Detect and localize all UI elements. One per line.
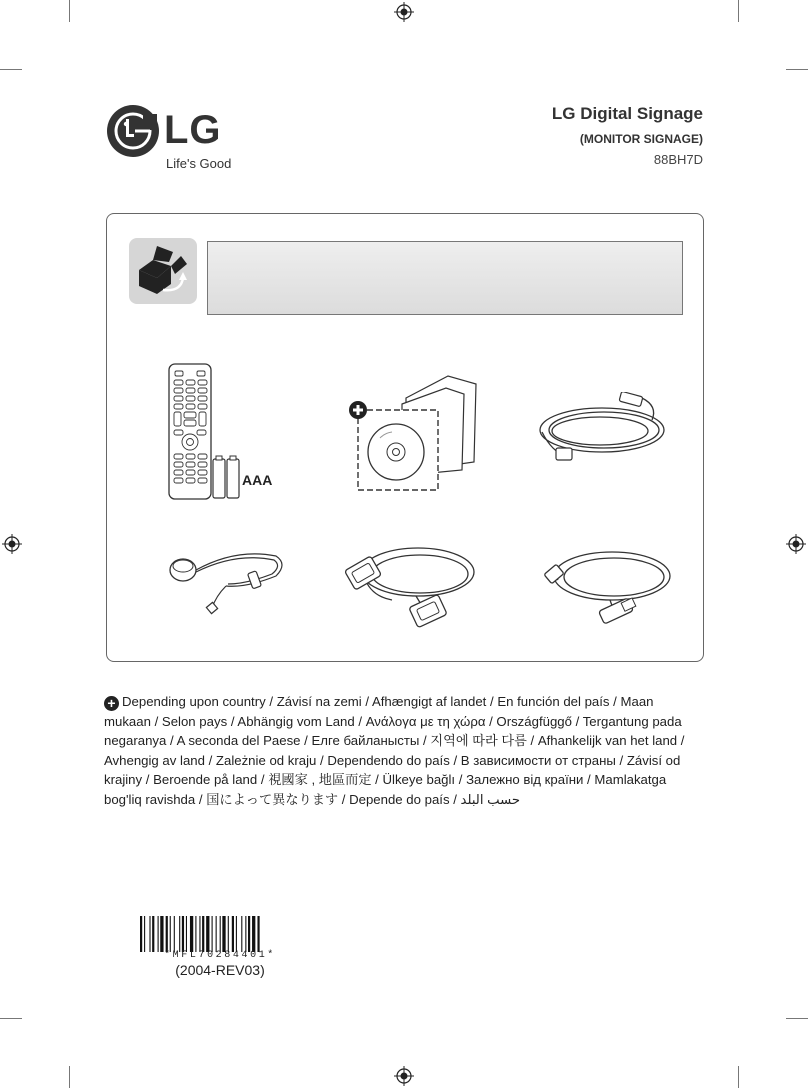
barcode-bar <box>152 916 154 952</box>
crop-mark <box>786 69 808 70</box>
barcode-bar <box>158 916 159 952</box>
registration-mark-icon <box>786 534 806 554</box>
barcode-bar <box>170 916 171 952</box>
barcode-bar <box>202 916 204 952</box>
barcode-bar <box>232 916 234 952</box>
lg-logo-icon <box>106 104 160 158</box>
battery-type-label: AAA <box>242 472 273 488</box>
crop-mark <box>0 1018 22 1019</box>
barcode-bar <box>195 916 196 952</box>
registration-mark-icon <box>2 534 22 554</box>
barcode-bar <box>179 916 180 952</box>
crop-mark <box>69 0 70 22</box>
product-title: LG Digital Signage <box>551 104 703 123</box>
barcode-bar <box>160 916 163 952</box>
crop-mark <box>786 1018 808 1019</box>
remote-control-icon <box>166 362 214 502</box>
brand-tagline: Life's Good <box>166 156 232 171</box>
package-box-icon <box>129 238 197 304</box>
crop-mark <box>69 1066 70 1088</box>
barcode-bar <box>216 916 217 952</box>
barcode-bar <box>236 916 237 952</box>
crop-mark <box>738 1066 739 1088</box>
barcode-bar <box>245 916 246 952</box>
barcode-bar <box>174 916 175 952</box>
power-cord-icon <box>532 392 672 464</box>
battery-icon <box>211 455 241 499</box>
contents-title-bar <box>207 241 683 315</box>
barcode-bar <box>220 916 221 952</box>
usb-cable-icon <box>540 544 676 628</box>
barcode <box>140 916 298 952</box>
barcode-bar <box>222 916 225 952</box>
barcode-bar <box>140 916 142 952</box>
crop-mark <box>738 0 739 22</box>
note-text: Depending upon country / Závisí na zemi / Afhængigt af landet / En función del país / Maan mukaan / Selon pays / Abhängig vom Land / Ανάλογα με τη χώρα / Országfüggő / Tergantung pada negaranya / A seconda del Paese / Елге байланысты / 지역에 따라 다름 / Afhankelijk van het land / Avhengig av land / Zależnie od kraju / Dependendo do país / В зависимости от страны / Závisí od krajiny / Beroende på land / 視國家 , 地區而定 / Ülkeye bağlı / Залежно від країни / Mamlakatga bog'liq ravishda / 国によって異なります / Depende do país / حسب البلد <box>104 694 685 807</box>
barcode-bar <box>190 916 193 952</box>
cd-and-manuals-icon <box>346 370 482 494</box>
ir-receiver-icon <box>166 546 292 618</box>
barcode-bar <box>241 916 242 952</box>
plus-circle-icon: + <box>104 696 119 711</box>
barcode-bar <box>228 916 229 952</box>
brand-name: LG <box>164 108 222 152</box>
country-dependency-note <box>104 692 704 809</box>
barcode-bar <box>252 916 255 952</box>
revision-number: (2004-REV03) <box>175 962 265 978</box>
registration-mark-icon <box>394 1066 414 1086</box>
barcode-bar <box>186 916 187 952</box>
brand-logo <box>106 104 246 174</box>
product-subtitle: (MONITOR SIGNAGE) <box>579 132 703 146</box>
barcode-bar <box>212 916 213 952</box>
rgb-cable-icon <box>340 540 480 632</box>
barcode-text: *MFL70284401* <box>164 950 276 961</box>
barcode-bar <box>182 916 184 952</box>
barcode-bar <box>248 916 250 952</box>
barcode-bar <box>149 916 150 952</box>
registration-mark-icon <box>394 2 414 22</box>
barcode-bar <box>199 916 200 952</box>
model-number: 88BH7D <box>653 152 703 167</box>
crop-mark <box>0 69 22 70</box>
barcode-bar <box>166 916 168 952</box>
barcode-bar <box>206 916 209 952</box>
barcode-bar <box>257 916 259 952</box>
barcode-bar <box>144 916 145 952</box>
